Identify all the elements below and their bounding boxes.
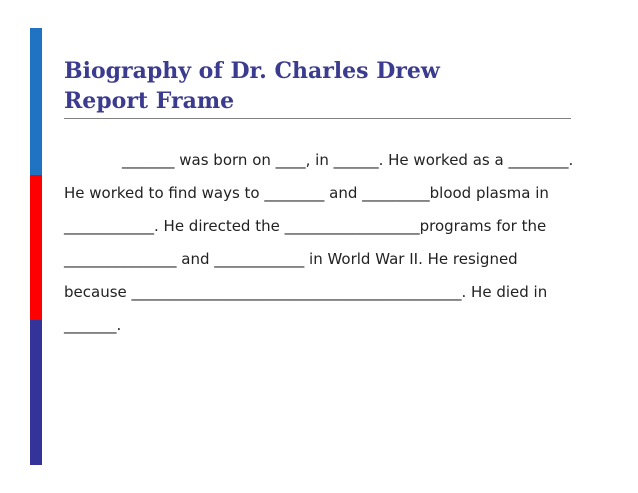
- title-divider: [64, 118, 571, 119]
- report-frame-paragraph: _______ was born on ____, in ______. He worked as a ________. He worked to find ways to ________ and _________blood plasma in ____________. He directed the __________________programs for the _______________ and ____________ in World War II. He resigned because ____________________________________________. He died in _______.: [64, 151, 574, 334]
- slide-title: [64, 56, 584, 116]
- accent-bar-red: [30, 175, 42, 320]
- accent-bar-blue: [30, 28, 42, 175]
- slide-title-line-1: Biography of Dr. Charles Drew: [64, 58, 440, 84]
- slide-title-line-2: Report Frame: [64, 88, 235, 114]
- accent-bar-navy: [30, 320, 42, 465]
